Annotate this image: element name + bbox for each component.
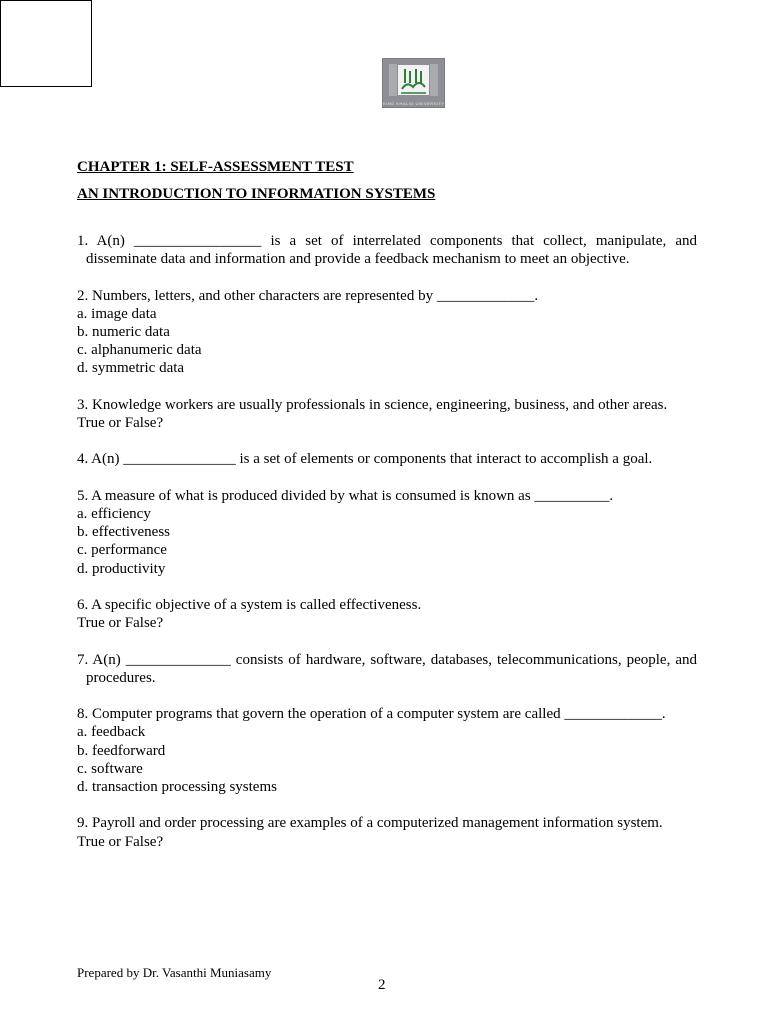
chapter-heading: CHAPTER 1: SELF-ASSESSMENT TEST <box>77 159 354 175</box>
answer-option: b. numeric data <box>77 324 170 340</box>
question-stem: 9. Payroll and order processing are examples of a computerized management information system. <box>77 815 663 832</box>
logo-caption: KING KHALID UNIVERSITY <box>383 101 445 106</box>
question-8 <box>77 705 697 796</box>
question-1 <box>77 232 697 268</box>
question-stem: 4. A(n) _______________ is a set of elements or components that interact to accomplish a goal. <box>77 451 653 468</box>
page-number: 2 <box>378 977 386 993</box>
university-logo <box>382 58 445 108</box>
question-stem: 2. Numbers, letters, and other characters are represented by _____________. <box>77 287 539 304</box>
answer-option: d. productivity <box>77 560 166 577</box>
answer-option: a. image data <box>77 305 157 322</box>
subtitle-heading: AN INTRODUCTION TO INFORMATION SYSTEMS <box>77 186 436 202</box>
footer-author: Prepared by Dr. Vasanthi Muniasamy <box>77 965 272 980</box>
question-9 <box>77 814 697 850</box>
logo-emblem-icon <box>383 59 444 107</box>
answer-option: d. symmetric data <box>77 360 185 377</box>
answer-option: b. effectiveness <box>77 524 171 541</box>
true-false-prompt: True or False? <box>77 415 164 431</box>
question-3 <box>77 396 697 432</box>
true-false-prompt: True or False? <box>77 615 164 632</box>
question-4 <box>77 450 697 468</box>
answer-option: b. feedforward <box>77 742 166 759</box>
answer-option: c. performance <box>77 542 167 559</box>
question-stem: 1. A(n) _________________ is a set of interrelated components that collect, manipulate, and disseminate data and information and provide a feedback mechanism to meet an objective. <box>77 233 697 268</box>
corner-box <box>0 0 92 87</box>
question-stem: 3. Knowledge workers are usually professionals in science, engineering, business, and other areas. <box>77 396 668 413</box>
answer-option: c. software <box>77 760 143 777</box>
question-stem: 6. A specific objective of a system is called effectiveness. <box>77 596 422 613</box>
question-7 <box>77 651 697 687</box>
answer-option: a. feedback <box>77 724 146 741</box>
true-false-prompt: True or False? <box>77 833 164 850</box>
question-2 <box>77 287 697 378</box>
question-stem: 5. A measure of what is produced divided by what is consumed is known as __________. <box>77 487 614 504</box>
answer-option: a. efficiency <box>77 505 151 522</box>
question-stem: 7. A(n) ______________ consists of hardware, software, databases, telecommunications, people, and procedures. <box>77 651 697 686</box>
question-stem: 8. Computer programs that govern the operation of a computer system are called _____________. <box>77 706 666 723</box>
answer-option: c. alphanumeric data <box>77 342 202 359</box>
question-list <box>77 232 697 869</box>
answer-option: d. transaction processing systems <box>77 778 277 795</box>
question-6 <box>77 596 697 632</box>
question-5 <box>77 487 697 578</box>
